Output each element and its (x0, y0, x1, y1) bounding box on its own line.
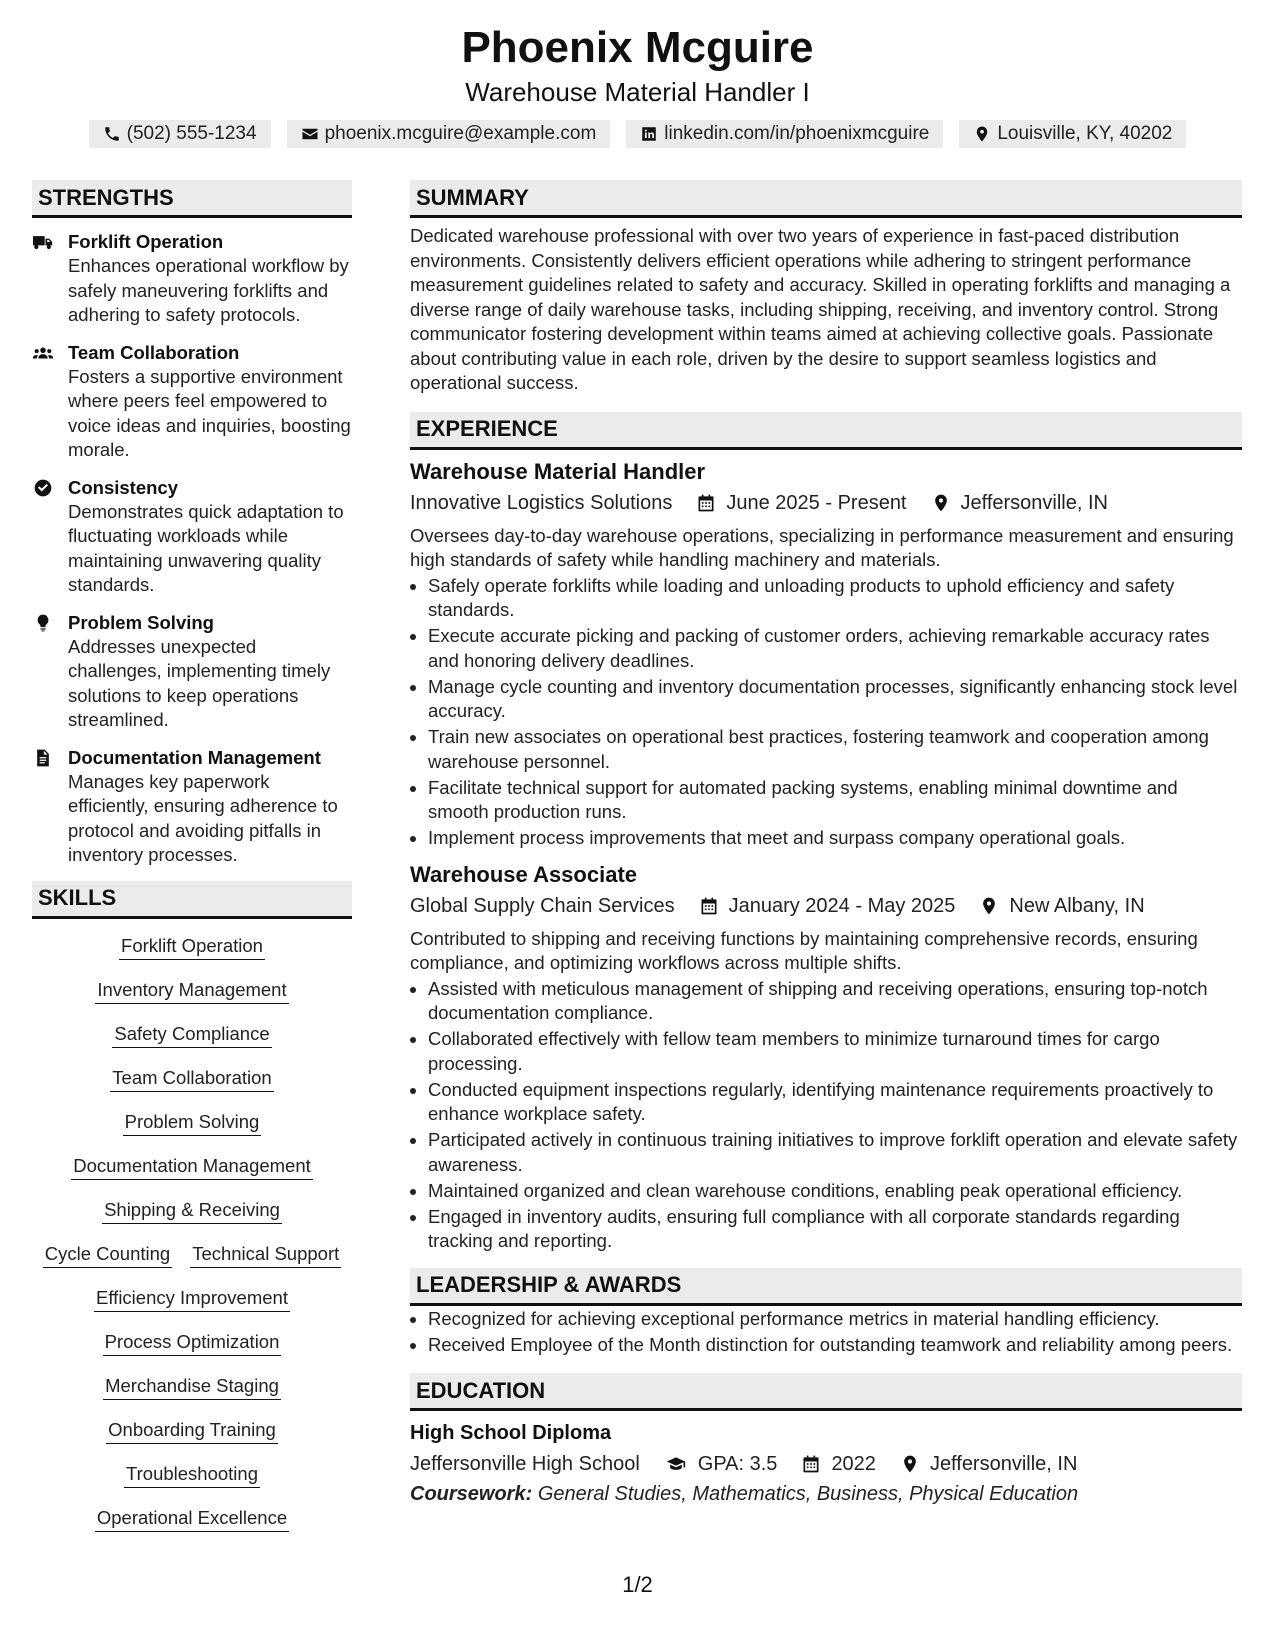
job-entry (410, 861, 1242, 1254)
skill-tag: Cycle Counting (43, 1241, 172, 1268)
job-dates: January 2024 - May 2025 (728, 894, 956, 917)
map-pin-icon (931, 493, 951, 513)
strengths-heading: STRENGTHS (32, 180, 352, 218)
skills-list (32, 933, 352, 1532)
skill-tag: Safety Compliance (112, 1021, 271, 1048)
skill-tag: Shipping & Receiving (102, 1197, 282, 1224)
email-text: phoenix.mcguire@example.com (324, 123, 597, 144)
strength-desc: Enhances operational workflow by safely maneuvering forklifts and adhering to safety protocols. (68, 255, 349, 325)
calendar-icon (801, 1454, 821, 1474)
strength-item (32, 611, 352, 733)
location-text: Louisville, KY, 40202 (997, 123, 1173, 144)
summary-heading: SUMMARY (410, 180, 1242, 218)
map-pin-icon (900, 1454, 920, 1474)
skill-tag: Problem Solving (123, 1109, 262, 1136)
bullet-item: • Maintained organized and clean warehouse conditions, enabling peak operational efficiency. (428, 1179, 1242, 1204)
envelope-icon (301, 125, 319, 143)
bullet-item: • Train new associates on operational best practices, fostering teamwork and cooperation among warehouse personnel. (428, 725, 1242, 774)
map-pin-icon (973, 125, 991, 143)
job-bullets (410, 977, 1242, 1254)
job-location: Jeffersonville, IN (960, 491, 1108, 514)
skill-tag: Inventory Management (95, 977, 288, 1004)
skill-tag: Forklift Operation (119, 933, 265, 960)
contact-bar (0, 120, 1275, 148)
job-dates: June 2025 - Present (726, 491, 907, 514)
strengths-list (32, 230, 352, 868)
job-meta (410, 891, 1242, 921)
contact-location (959, 120, 1186, 148)
strength-title: Documentation Management (68, 746, 321, 768)
linkedin-text: linkedin.com/in/phoenixmcguire (664, 123, 930, 144)
contact-phone[interactable] (89, 120, 271, 148)
graduation-cap-icon (664, 1454, 688, 1474)
summary-text: Dedicated warehouse professional with over two years of experience in fast-paced distribution environments. Consistently delivers efficient operations while adhering to stringent performance measurement guidelines related to safety and accuracy. Skilled in operating forklifts and managing a diverse range of daily warehouse tasks, including shipping, receiving, and inventory control. Strong communicator fostering development within teams aimed at achieving collective goals. Passionate about contributing value in each role, driven by the desire to support seamless logistics and operational success. (410, 225, 1231, 393)
bullet-item: • Participated actively in continuous training initiatives to improve forklift operation and elevate safety awareness. (428, 1128, 1242, 1177)
education-heading: EDUCATION (410, 1373, 1242, 1411)
left-column (32, 180, 352, 1532)
strength-title: Forklift Operation (68, 231, 224, 252)
phone-text: (502) 555-1234 (126, 123, 257, 144)
job-title: Warehouse Associate (410, 861, 638, 887)
skill-tag: Documentation Management (71, 1153, 313, 1180)
strength-item (32, 230, 352, 328)
skill-tag: Efficiency Improvement (94, 1285, 290, 1312)
strength-item (32, 476, 352, 598)
strength-desc: Addresses unexpected challenges, implementing timely solutions to keep operations streamlined. (68, 635, 331, 730)
bullet-item: • Manage cycle counting and inventory documentation processes, significantly enhancing stock level accuracy. (428, 675, 1242, 724)
skill-tag: Technical Support (190, 1241, 341, 1268)
awards-list (410, 1307, 1242, 1358)
job-description: Contributed to shipping and receiving functions by maintaining comprehensive records, ensuring compliance, and optimizing workflows across multiple shifts. (410, 927, 1198, 973)
strength-title: Problem Solving (68, 611, 214, 633)
experience-heading: EXPERIENCE (410, 412, 1242, 450)
award-item: • Recognized for achieving exceptional performance metrics in material handling efficiency. (428, 1307, 1242, 1332)
job-title: Warehouse Material Handler (410, 458, 706, 484)
education-degree: High School Diploma (410, 1422, 612, 1444)
calendar-icon (696, 493, 716, 513)
job-description: Oversees day-to-day warehouse operations, specializing in performance measurement and ensuring high standards of safety while handling machinery and materials. (410, 524, 1234, 570)
education-location: Jeffersonville, IN (929, 1453, 1078, 1475)
page-number: 1/2 (622, 1572, 653, 1597)
strength-item (32, 341, 352, 463)
education-meta (410, 1449, 1242, 1479)
users-icon (32, 343, 54, 363)
truck-icon (32, 232, 54, 252)
job-company: Global Supply Chain Services (410, 894, 675, 917)
right-column (410, 180, 1242, 1519)
check-circle-icon (32, 478, 54, 498)
job-bullets (410, 574, 1242, 851)
candidate-name: Phoenix Mcguire (461, 23, 814, 72)
skill-tag: Onboarding Training (106, 1417, 278, 1444)
skill-tag: Team Collaboration (110, 1065, 273, 1092)
bullet-item: • Execute accurate picking and packing of customer orders, achieving remarkable accuracy rates and honoring delivery deadlines. (428, 624, 1242, 673)
calendar-icon (699, 896, 719, 916)
bullet-item: • Safely operate forklifts while loading and unloading products to uphold efficiency and safety standards. (428, 574, 1242, 623)
map-pin-icon (979, 896, 999, 916)
strength-title: Consistency (68, 476, 179, 498)
skill-tag: Process Optimization (103, 1329, 282, 1356)
candidate-title: Warehouse Material Handler I (465, 77, 810, 107)
contact-linkedin[interactable] (626, 120, 943, 148)
award-item: • Received Employee of the Month distinction for outstanding teamwork and reliability among peers. (428, 1333, 1242, 1358)
bullet-item: • Conducted equipment inspections regularly, identifying maintenance requirements proactively to enhance workplace safety. (428, 1078, 1242, 1127)
contact-email[interactable] (287, 120, 611, 148)
strength-desc: Demonstrates quick adaptation to fluctuating workloads while maintaining unwavering quality standards. (68, 500, 344, 595)
strength-desc: Fosters a supportive environment where peers feel empowered to voice ideas and inquiries, boosting morale. (68, 365, 351, 460)
skills-heading: SKILLS (32, 881, 352, 919)
job-meta (410, 488, 1242, 518)
skill-tag: Operational Excellence (95, 1505, 289, 1532)
bullet-item: • Implement process improvements that meet and surpass company operational goals. (428, 826, 1242, 851)
bullet-item: • Collaborated effectively with fellow team members to minimize turnaround times for cargo processing. (428, 1027, 1242, 1076)
strength-desc: Manages key paperwork efficiently, ensuring adherence to protocol and avoiding pitfalls in inventory processes. (68, 770, 338, 865)
coursework-label: Coursework: (410, 1483, 533, 1505)
linkedin-icon (640, 125, 658, 143)
education-gpa: GPA: 3.5 (697, 1453, 778, 1475)
education-year: 2022 (831, 1453, 876, 1475)
document-icon (32, 748, 54, 768)
lightbulb-icon (32, 613, 54, 633)
resume-header (0, 20, 1275, 148)
coursework-text: General Studies, Mathematics, Business, Physical Education (537, 1483, 1079, 1505)
education-school: Jeffersonville High School (410, 1453, 640, 1475)
phone-icon (103, 125, 121, 143)
coursework (410, 1479, 1242, 1509)
job-entry (410, 458, 1242, 851)
bullet-item: • Facilitate technical support for automated packing systems, enabling minimal downtime and smooth production runs. (428, 776, 1242, 825)
job-location: New Albany, IN (1009, 894, 1145, 917)
strength-title: Team Collaboration (68, 341, 240, 363)
bullet-item: • Assisted with meticulous management of shipping and receiving operations, ensuring top-notch documentation compliance. (428, 977, 1242, 1026)
strength-item (32, 746, 352, 868)
skill-tag: Troubleshooting (124, 1461, 260, 1488)
awards-heading: LEADERSHIP & AWARDS (410, 1268, 1242, 1306)
bullet-item: • Engaged in inventory audits, ensuring full compliance with all corporate standards regarding tracking and reporting. (428, 1205, 1242, 1254)
job-company: Innovative Logistics Solutions (410, 491, 673, 514)
skill-tag: Merchandise Staging (103, 1373, 281, 1400)
education-entry (410, 1419, 1242, 1509)
